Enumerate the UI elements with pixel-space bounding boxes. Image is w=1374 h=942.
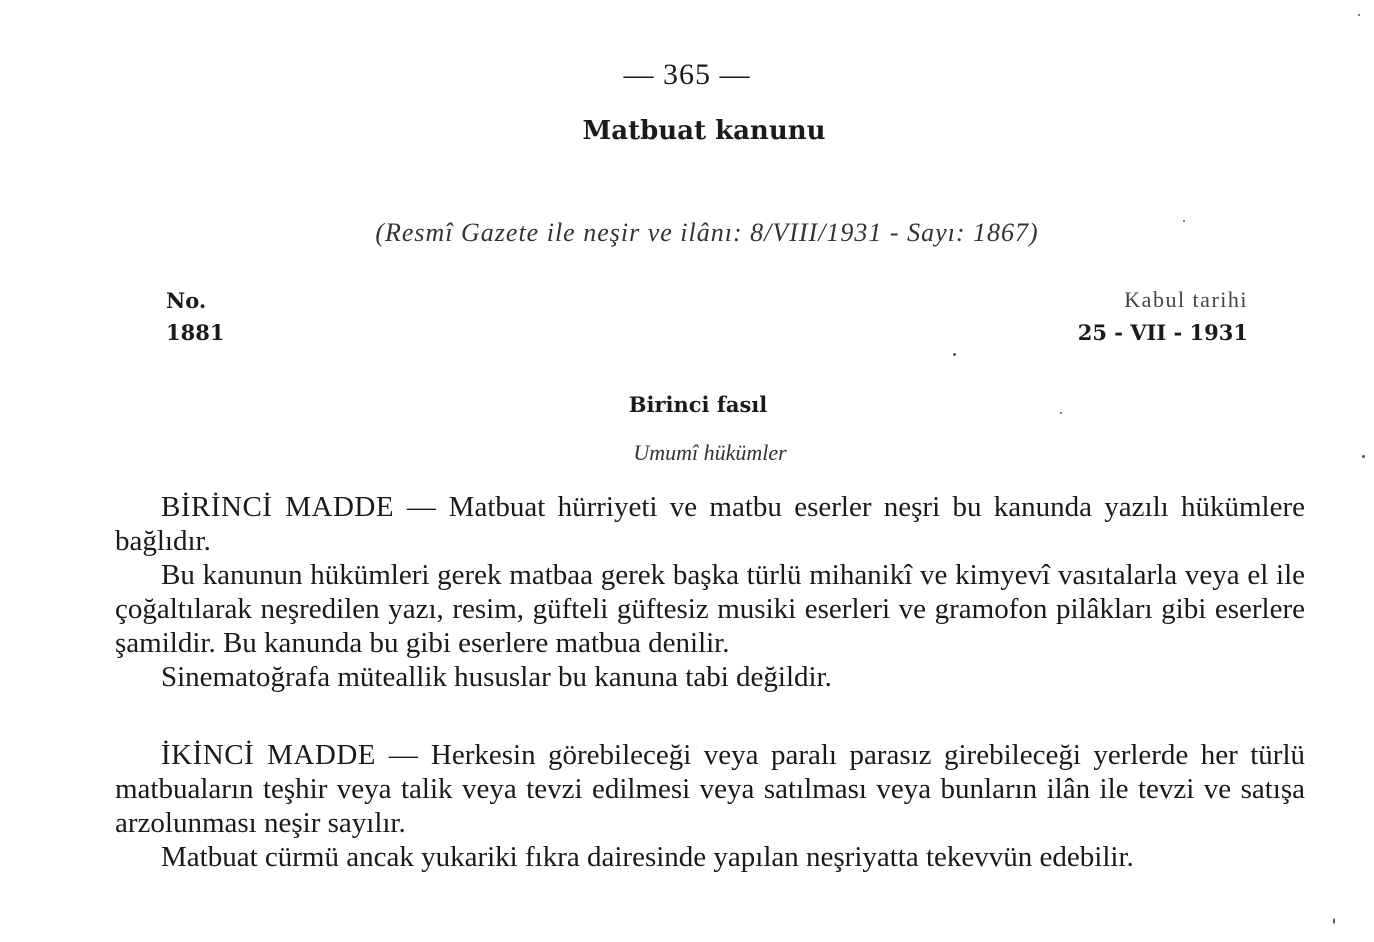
article-1	[115, 490, 1305, 694]
article-2-paragraph-1	[115, 738, 1305, 840]
scan-speck	[953, 353, 956, 356]
acceptance-date-value: 25 - VII - 1931	[1077, 320, 1248, 345]
scan-speck	[1358, 14, 1360, 16]
article-2-paragraph-2: Matbuat cürmü ancak yukariki fıkra dairesinde yapılan neşriyatta tekevvün edebilir.	[161, 841, 1134, 873]
law-number-label: No.	[166, 288, 207, 313]
article-1-text-1: Matbuat hürriyeti ve matbu eserler neşri bu kanunda yazılı hükümlere bağlıdır.	[115, 491, 1305, 557]
scan-speck	[1362, 455, 1365, 458]
article-1-paragraph-1	[115, 490, 1305, 558]
article-1-paragraph-2: Bu kanunun hükümleri gerek matbaa gerek başka türlü mihanikî ve kimyevî vasıtalarla veya el ile çoğaltılarak neşredilen yazı, resim, güfteli güftesiz musiki eserleri ve gramofon pilâkları gibi eserlere şamildir. Bu kanunda bu gibi eserlere matbua denilir.	[115, 559, 1305, 659]
page-number: — 365 —	[623, 58, 751, 91]
law-number-value: 1881	[166, 320, 225, 345]
article-1-paragraph-3: Sinematoğrafa müteallik hususlar bu kanuna tabi değildir.	[161, 661, 832, 693]
article-1-heading: BİRİNCİ MADDE —	[161, 491, 437, 523]
chapter-subtitle: Umumî hükümler	[633, 440, 787, 465]
gazette-publication-note: (Resmî Gazete ile neşir ve ilânı: 8/VIII/1931 - Sayı: 1867)	[375, 218, 1039, 247]
scan-speck	[1333, 918, 1335, 924]
chapter-title: Birinci fasıl	[628, 392, 768, 417]
article-2-heading: İKİNCİ MADDE —	[161, 739, 419, 771]
article-2	[115, 738, 1305, 874]
article-2-text-1: Herkesin görebileceği veya paralı parasız girebileceği yerlerde her türlü matbuaların teşhir veya talik veya tevzi edilmesi veya satılması veya bunların ilân ile tevzi ve satışa arzolunması neşir sayılır.	[115, 739, 1306, 839]
document-title: Matbuat kanunu	[582, 116, 826, 146]
scan-speck	[1060, 412, 1062, 414]
scan-speck	[1183, 220, 1185, 222]
acceptance-date-label: Kabul tarihi	[1124, 287, 1248, 312]
